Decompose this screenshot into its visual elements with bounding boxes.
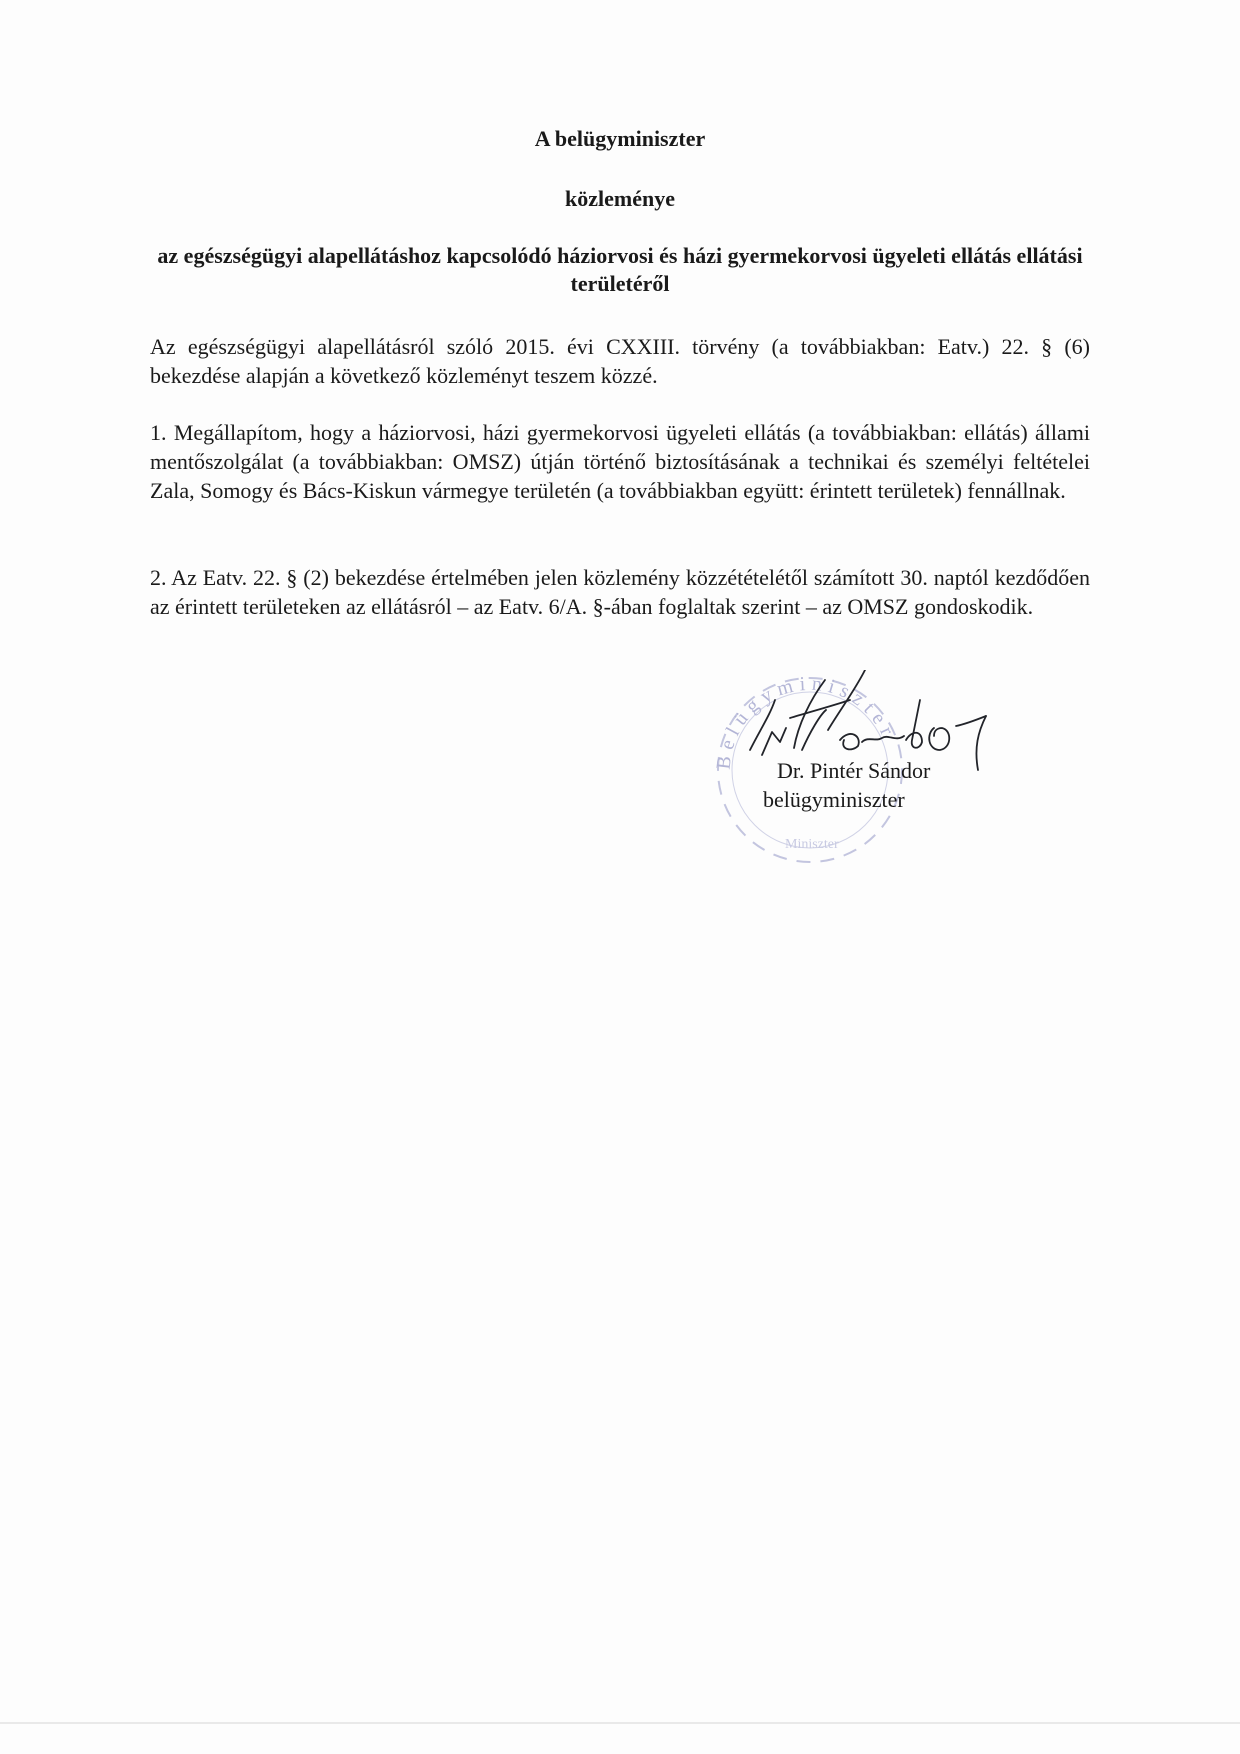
document-type: közleménye <box>565 186 675 211</box>
stamp-lettering: Belügyminiszter <box>712 672 901 771</box>
document-subject: az egészségügyi alapellátáshoz kapcsolódó háziorvosi és házi gyermekorvosi ügyeleti ellátás ellátási területéről <box>157 243 1083 296</box>
official-stamp <box>690 670 1070 900</box>
numbered-paragraph-1: 1. Megállapítom, hogy a háziorvosi, házi gyermekorvosi ügyeleti ellátás (a továbbiakban: ellátás) állami mentőszolgálat (a továbbiakban: OMSZ) útján történő biztosításának a technikai és személyi feltételei Zala, Somogy és Bács-Kiskun vármegye területén (a továbbiakban együtt: érintett területek) fennállnak. <box>150 420 1090 503</box>
numbered-paragraph-2: 2. Az Eatv. 22. § (2) bekezdése értelmében jelen közlemény közzétételétől számított 30. naptól kezdődően az érintett területeken az ellátásról – az Eatv. 6/A. §-ában foglaltak szerint – az OMSZ gondoskodik. <box>150 565 1090 619</box>
svg-text:Belügyminiszter <box>713 673 901 771</box>
scan-edge <box>0 1722 1240 1724</box>
signer-name: Dr. Pintér Sándor <box>777 758 931 783</box>
document-author: A belügyminiszter <box>534 126 706 151</box>
svg-text:Miniszter: Miniszter <box>785 837 839 852</box>
intro-paragraph: Az egészségügyi alapellátásról szóló 2015. évi CXXIII. törvény (a továbbiakban: Eatv.) 22. § (6) bekezdése alapján a következő közleményt teszem közzé. <box>150 334 1090 388</box>
signer-title: belügyminiszter <box>763 787 905 812</box>
signature-block <box>690 670 1070 900</box>
